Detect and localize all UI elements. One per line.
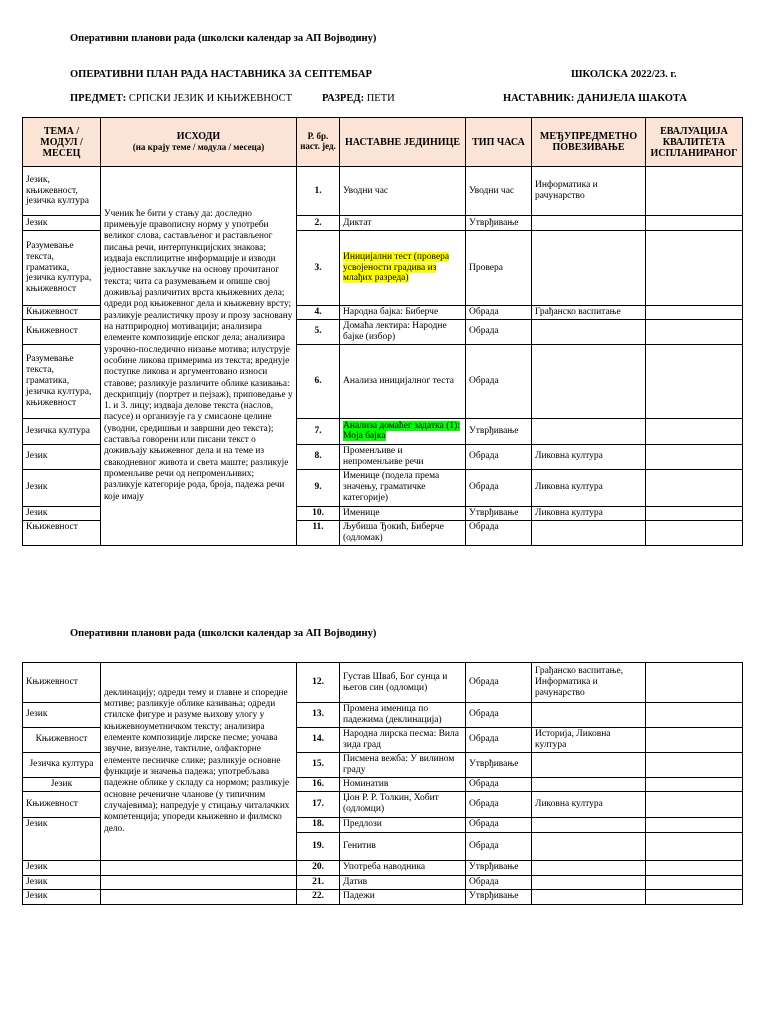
initial-test-highlight: Иницијални тест (провера усвојености градива из млађих разреда) <box>343 251 450 284</box>
evaluation-cell <box>646 817 743 832</box>
table-row <box>23 889 743 904</box>
topic-cell: Језик <box>23 216 101 231</box>
topic-cell: Језик <box>23 777 101 791</box>
evaluation-cell <box>646 167 743 216</box>
unit-number: 21. <box>297 875 340 889</box>
table-row <box>23 875 743 889</box>
header-eval: ЕВАЛУАЦИЈА КВАЛИТЕТА ИСПЛАНИРАНОГ <box>646 118 743 167</box>
lesson-type: Обрада <box>466 469 532 506</box>
unit-name: Променљиве и непроменљиве речи <box>340 444 466 469</box>
cross-curricular <box>532 216 646 231</box>
outcomes-cell: деклинацију; одреди тему и главне и споредне мотиве; разликује облике казивања; одреди стилске фигуре и разуме њихову улогу у књижевноуметничком тексту; анализира елементе композиције лирске песме; уочава звучне, визуелне, тактилне, олфакторне елементе песничке слике; разликује основне функције и значења падежа; употребљава падежне облике у складу са нормом; разликује основне реченичне чланове (у типичним случајевима); напредује у стицању читалачких компетенција; упореди књижевно и филмско дело. <box>101 663 297 861</box>
unit-name: Густав Шваб, Бог сунца и његов син (одломци) <box>340 663 466 703</box>
topic-cell: Књижевност <box>23 791 101 817</box>
unit-number: 15. <box>297 752 340 777</box>
lesson-type: Утврђивање <box>466 889 532 904</box>
cross-curricular: Грађанско васпитање, Информатика и рачунарство <box>532 663 646 703</box>
unit-number: 18. <box>297 817 340 832</box>
school-year: ШКОЛСКА 2022/23. г. <box>571 69 677 80</box>
unit-name: Анализа иницијалног теста <box>340 344 466 418</box>
unit-name: Писмена вежба: У вилином граду <box>340 752 466 777</box>
unit-number: 3. <box>297 231 340 306</box>
lesson-type: Обрада <box>466 817 532 832</box>
lesson-type: Обрада <box>466 444 532 469</box>
topic-cell: Језик <box>23 860 101 875</box>
evaluation-cell <box>646 344 743 418</box>
unit-number: 12. <box>297 663 340 703</box>
grade-label: РАЗРЕД: <box>322 93 365 104</box>
unit-name: Номинатив <box>340 777 466 791</box>
unit-number: 2. <box>297 216 340 231</box>
unit-number: 5. <box>297 319 340 344</box>
grade-line <box>322 93 395 104</box>
header-outcomes: ИСХОДИ (на крају теме / модула / месеца) <box>101 118 297 167</box>
unit-number: 13. <box>297 703 340 728</box>
cross-curricular <box>532 418 646 444</box>
evaluation-cell <box>646 889 743 904</box>
cross-curricular: Ликовна култура <box>532 791 646 817</box>
evaluation-cell <box>646 319 743 344</box>
cross-curricular <box>532 703 646 728</box>
topic-cell: Језик <box>23 889 101 904</box>
cross-curricular <box>532 520 646 545</box>
lesson-type: Обрада <box>466 520 532 545</box>
topic-cell: Књижевност <box>23 727 101 752</box>
unit-number: 14. <box>297 727 340 752</box>
cross-curricular <box>532 860 646 875</box>
header-type: ТИП ЧАСА <box>466 118 532 167</box>
unit-name: Промена именица по падежима (деклинација) <box>340 703 466 728</box>
subject-label: ПРЕДМЕТ: <box>70 93 127 104</box>
evaluation-cell <box>646 469 743 506</box>
table-row <box>23 167 743 216</box>
cross-curricular: Информатика и рачунарство <box>532 167 646 216</box>
lesson-type: Утврђивање <box>466 860 532 875</box>
unit-number: 16. <box>297 777 340 791</box>
lesson-type: Утврђивање <box>466 752 532 777</box>
unit-number: 22. <box>297 889 340 904</box>
unit-number: 19. <box>297 832 340 860</box>
topic-cell: Језик <box>23 506 101 520</box>
lesson-type: Утврђивање <box>466 418 532 444</box>
evaluation-cell <box>646 444 743 469</box>
evaluation-cell <box>646 306 743 320</box>
unit-number: 1. <box>297 167 340 216</box>
unit-number: 8. <box>297 444 340 469</box>
topic-cell: Књижевност <box>23 663 101 703</box>
evaluation-cell <box>646 791 743 817</box>
unit-number: 11. <box>297 520 340 545</box>
subject-line <box>70 93 292 104</box>
lesson-type: Обрада <box>466 832 532 860</box>
lesson-type: Уводни час <box>466 167 532 216</box>
topic-cell: Језичка култура <box>23 418 101 444</box>
calendar-note: Оперативни планови рада (школски календар за АП Војводину) <box>70 33 377 44</box>
lesson-type: Утврђивање <box>466 506 532 520</box>
topic-cell: Језик <box>23 817 101 860</box>
outcomes-empty-cell <box>101 875 297 889</box>
lesson-type: Обрада <box>466 727 532 752</box>
lesson-type: Обрада <box>466 306 532 320</box>
outcomes-empty-cell <box>101 889 297 904</box>
unit-name: Љубиша Ђокић, Биберче (одломак) <box>340 520 466 545</box>
topic-cell: Језичка култура <box>23 752 101 777</box>
unit-name <box>340 231 466 306</box>
evaluation-cell <box>646 231 743 306</box>
evaluation-cell <box>646 506 743 520</box>
unit-name: Датив <box>340 875 466 889</box>
unit-name: Именице <box>340 506 466 520</box>
lesson-type: Обрада <box>466 703 532 728</box>
evaluation-cell <box>646 860 743 875</box>
evaluation-cell <box>646 520 743 545</box>
evaluation-cell <box>646 832 743 860</box>
subject-value: СРПСКИ ЈЕЗИК И КЊИЖЕВНОСТ <box>128 93 293 104</box>
cross-curricular <box>532 875 646 889</box>
teacher-value: ДАНИЈЕЛА ШАКОТА <box>576 93 687 104</box>
outcomes-cell: Ученик ће бити у стању да: доследно примењује правописну норму у употреби великог слова, састављеног и растављеног писања речи, интерпункцијских знакова; издваја експлицитне информације и изводи једноставне закључке на основу прочитаног текста; чита са разумевањем и опише свој доживљај различитих врста књижевних дела; одреди род књижевног дела и књижевну врсту; разликује реалистичку прозу и прозу засновану на натприродној мотивацији; анализира елементе композиције епског дела; анализира узрочно-последично низање мотива; илуструје особине ликова примерима из текста; вреднује поступке ликова и аргументовано износи ставове; разликује различите облике казивања: дескрипцију (портрет и пејзаж), приповедање у 1. и 3. лицу; издваја делове текста (наслов, пасусе) и организује га у смисаоне целине (уводни, средишњи и завршни део текста); саставља говорени или писани текст о доживљају књижевног дела и на теме из свакодневног живота и света маште; разликује променљиве речи од непроменљивих; разликује категорије рода, броја, падежа речи које имају <box>101 167 297 546</box>
cross-curricular <box>532 777 646 791</box>
unit-name: Предлози <box>340 817 466 832</box>
lesson-type: Провера <box>466 231 532 306</box>
evaluation-cell <box>646 777 743 791</box>
unit-name: Народна лирска песма: Вила зида град <box>340 727 466 752</box>
cross-curricular <box>532 832 646 860</box>
topic-cell: Језик, књижевност, језичка култура <box>23 167 101 216</box>
cross-curricular <box>532 344 646 418</box>
unit-name: Диктат <box>340 216 466 231</box>
plan-title: ОПЕРАТИВНИ ПЛАН РАДА НАСТАВНИКА ЗА СЕПТЕМБАР <box>70 69 372 80</box>
unit-name: Џон Р. Р. Толкин, Хобит (одломци) <box>340 791 466 817</box>
evaluation-cell <box>646 216 743 231</box>
cross-curricular <box>532 752 646 777</box>
topic-cell: Разумевање текста, граматика, језичка култура, књижевност <box>23 231 101 306</box>
lesson-type: Обрада <box>466 791 532 817</box>
evaluation-cell <box>646 752 743 777</box>
unit-name: Домаћа лектира: Народне бајке (избор) <box>340 319 466 344</box>
homework-analysis-highlight: Анализа домаћег задатка (1): Моја бајка <box>343 420 460 442</box>
topic-cell: Разумевање текста, граматика, језичка култура, књижевност <box>23 344 101 418</box>
unit-name <box>340 418 466 444</box>
table-row <box>23 663 743 703</box>
plan-table-continued <box>22 662 743 905</box>
cross-curricular: Ликовна култура <box>532 444 646 469</box>
evaluation-cell <box>646 875 743 889</box>
evaluation-cell <box>646 727 743 752</box>
unit-number: 7. <box>297 418 340 444</box>
header-units: НАСТАВНЕ ЈЕДИНИЦЕ <box>340 118 466 167</box>
header-num: Р. бр. наст. јед. <box>297 118 340 167</box>
cross-curricular: Ликовна култура <box>532 506 646 520</box>
teacher-line <box>503 93 687 104</box>
unit-name: Падежи <box>340 889 466 904</box>
lesson-type: Утврђивање <box>466 216 532 231</box>
table-row <box>23 860 743 875</box>
unit-number: 6. <box>297 344 340 418</box>
evaluation-cell <box>646 703 743 728</box>
topic-cell: Језик <box>23 469 101 506</box>
cross-curricular: Историја, Ликовна култура <box>532 727 646 752</box>
cross-curricular <box>532 319 646 344</box>
cross-curricular: Грађанско васпитање <box>532 306 646 320</box>
lesson-type: Обрада <box>466 875 532 889</box>
table-header-row <box>23 118 743 167</box>
header-cross: МЕЂУПРЕДМЕТНО ПОВЕЗИВАЊЕ <box>532 118 646 167</box>
topic-cell: Књижевност <box>23 319 101 344</box>
cross-curricular <box>532 889 646 904</box>
unit-name: Уводни час <box>340 167 466 216</box>
unit-name: Употреба наводника <box>340 860 466 875</box>
lesson-type: Обрада <box>466 663 532 703</box>
topic-cell: Језик <box>23 875 101 889</box>
topic-cell: Књижевност <box>23 306 101 320</box>
calendar-note-page-2: Оперативни планови рада (школски календар за АП Војводину) <box>70 628 377 639</box>
lesson-type: Обрада <box>466 319 532 344</box>
plan-table-september <box>22 117 743 546</box>
unit-number: 17. <box>297 791 340 817</box>
topic-cell: Језик <box>23 444 101 469</box>
cross-curricular <box>532 231 646 306</box>
topic-cell: Књижевност <box>23 520 101 545</box>
unit-number: 4. <box>297 306 340 320</box>
teacher-label: НАСТАВНИК: <box>503 93 575 104</box>
unit-name: Именице (подела према значењу, граматичке категорије) <box>340 469 466 506</box>
lesson-type: Обрада <box>466 344 532 418</box>
unit-name: Народна бајка: Биберче <box>340 306 466 320</box>
unit-number: 20. <box>297 860 340 875</box>
topic-cell: Језик <box>23 703 101 728</box>
grade-value: ПЕТИ <box>366 93 395 104</box>
unit-number: 9. <box>297 469 340 506</box>
unit-number: 10. <box>297 506 340 520</box>
unit-name: Генитив <box>340 832 466 860</box>
cross-curricular: Ликовна култура <box>532 469 646 506</box>
header-topic: ТЕМА / МОДУЛ / МЕСЕЦ <box>23 118 101 167</box>
evaluation-cell <box>646 418 743 444</box>
lesson-type: Обрада <box>466 777 532 791</box>
evaluation-cell <box>646 663 743 703</box>
outcomes-empty-cell <box>101 860 297 875</box>
cross-curricular <box>532 817 646 832</box>
